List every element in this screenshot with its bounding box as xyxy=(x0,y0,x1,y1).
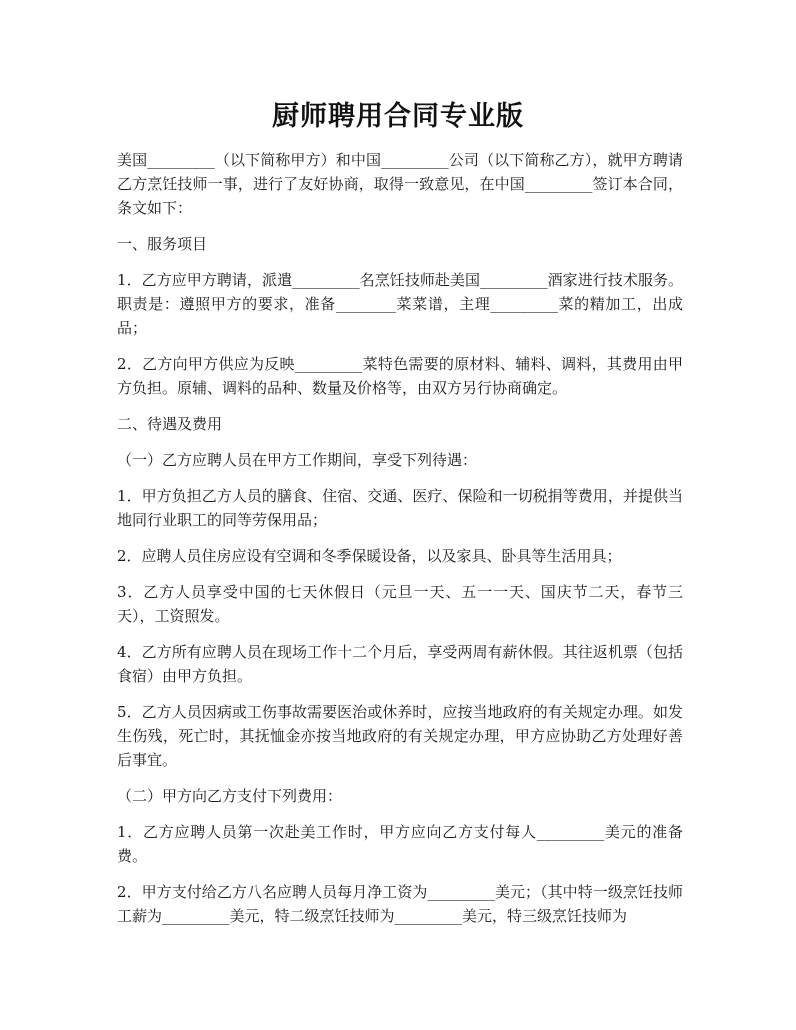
document-body xyxy=(117,148,683,940)
document-title: 厨师聘用合同专业版 xyxy=(272,101,524,132)
paragraph-service-2: 2．乙方向甲方供应为反映_________菜特色需要的原材料、辅料、调料，其费用由甲方负担。原辅、调料的品种、数量及价格等，由双方另行协商确定。 xyxy=(117,355,683,397)
paragraph-benefit-1: 1．甲方负担乙方人员的膳食、住宿、交通、医疗、保险和一切税捐等费用，并提供当地同行业职工的同等劳保用品； xyxy=(117,487,683,529)
paragraph-benefit-4: 4．乙方所有应聘人员在现场工作十二个月后，享受两周有薪休假。其往返机票（包括食宿）由甲方负担。 xyxy=(117,643,683,685)
paragraph-service-1: 1．乙方应甲方聘请，派遣_________名烹饪技师赴美国_________酒家进行技术服务。职责是：遵照甲方的要求，准备________菜菜谱，主理_________菜的精加工，出成品； xyxy=(117,271,683,337)
subheading-benefits-1: （一）乙方应聘人员在甲方工作期间，享受下列待遇： xyxy=(117,451,478,469)
paragraph-benefit-2: 2．应聘人员住房应设有空调和冬季保暖设备，以及家具、卧具等生活用具； xyxy=(117,547,622,565)
subheading-fees: （二）甲方向乙方支付下列费用： xyxy=(117,787,343,805)
section-heading-service-items: 一、服务项目 xyxy=(117,235,208,253)
paragraph-fee-1: 1．乙方应聘人员第一次赴美工作时，甲方应向乙方支付每人_________美元的准备费。 xyxy=(117,823,683,865)
paragraph-preamble: 美国_________（以下简称甲方）和中国_________公司（以下简称乙方），就甲方聘请乙方烹饪技师一事，进行了友好协商，取得一致意见，在中国_________签订本合同，条文如下： xyxy=(117,151,683,217)
paragraph-benefit-5: 5．乙方人员因病或工伤事故需要医治或休养时，应按当地政府的有关规定办理。如发生伤残，死亡时，其抚恤金亦按当地政府的有关规定办理，甲方应协助乙方处理好善后事宜。 xyxy=(117,703,683,769)
section-heading-benefits: 二、待遇及费用 xyxy=(117,415,223,433)
paragraph-benefit-3: 3．乙方人员享受中国的七天休假日（元旦一天、五一一天、国庆节二天，春节三天），工资照发。 xyxy=(117,583,683,625)
paragraph-fee-2: 2．甲方支付给乙方八名应聘人员每月净工资为_________美元；（其中特一级烹饪技师工薪为_________美元，特二级烹饪技师为_________美元，特三级烹饪技师为 xyxy=(117,883,683,925)
